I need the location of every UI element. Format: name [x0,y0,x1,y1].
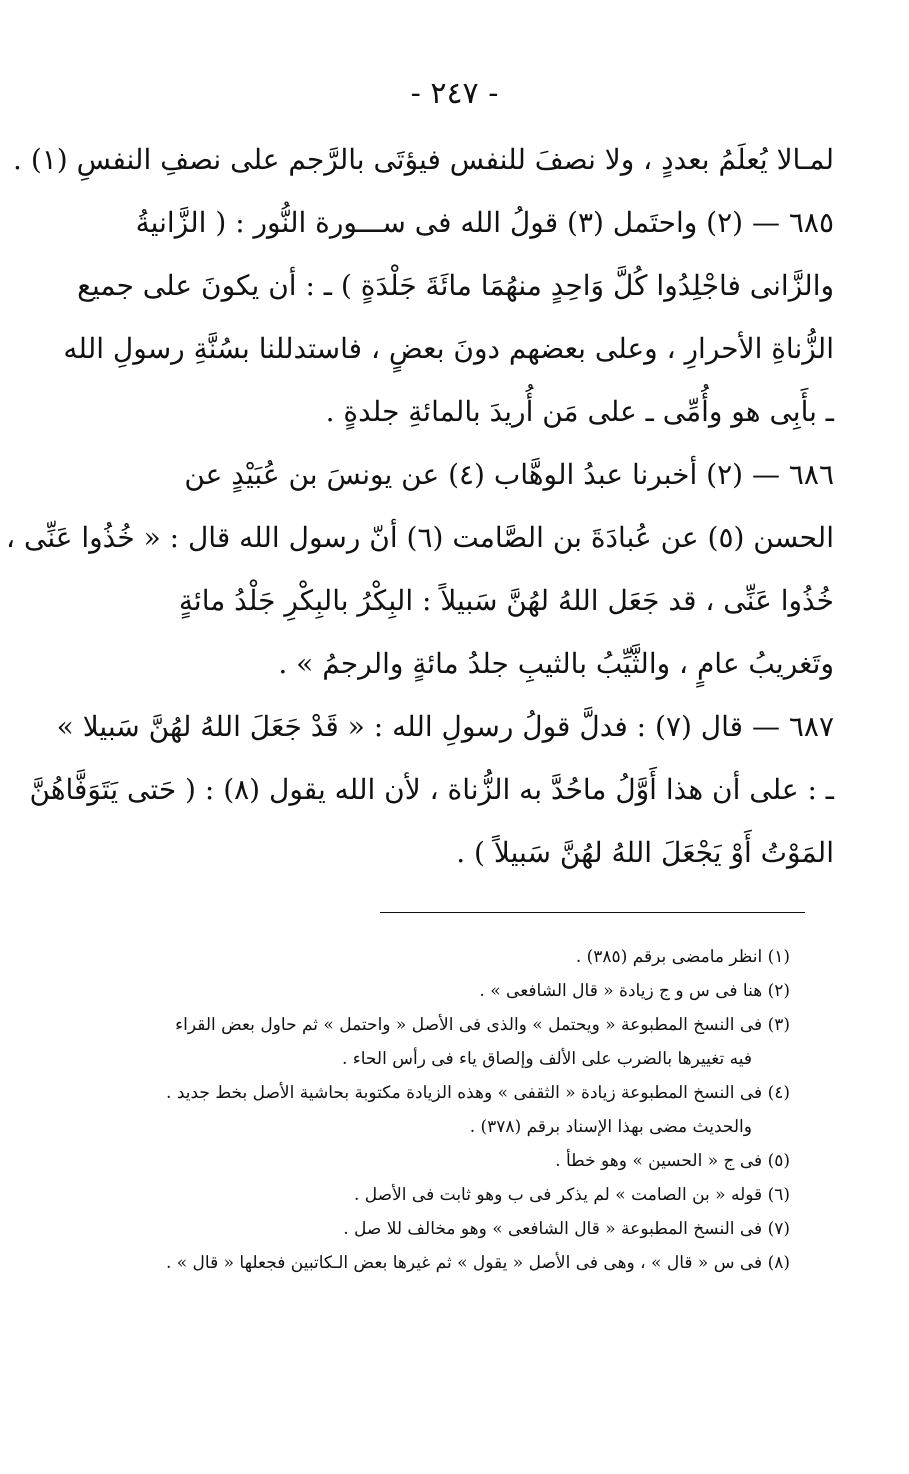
footnote: (٧) فى النسخ المطبوعة « قال الشافعى » وهو مخالف للا صل . [343,1219,790,1239]
text-line: ٦٨٧ — قال (٧) : فدلَّ قولُ رسولِ الله : « قَدْ جَعَلَ اللهُ لهُنَّ سَبيلا » [56,710,834,743]
footnote: (٣) فى النسخ المطبوعة « ويحتمل » والذى فى الأصل « واحتمل » ثم حاول بعض القراء [175,1015,790,1035]
text-line: الزُّناةِ الأحرارِ ، وعلى بعضهم دونَ بعضٍ ، فاستدللنا بسُنَّةِ رسولِ الله [63,332,834,365]
text-line: ٦٨٥ — (٢) واحتَمل (٣) قولُ الله فى ســـورة النُّور : ( الزَّانيةُ [135,206,834,239]
text-line: وتَغريبُ عامٍ ، والثَّيِّبُ بالثيبِ جلدُ مائةٍ والرجمُ » . [278,647,834,680]
text-line: الحسن (٥) عن عُبادَةَ بن الصَّامت (٦) أنّ رسول الله قال : « خُذُوا عَنِّى ، [6,521,834,554]
page-number: - ٢٤٧ - [410,76,499,111]
text-line: والزَّانى فاجْلِدُوا كُلَّ وَاحِدٍ منهُمَا مائَةَ جَلْدَةٍ ) ـ : أن يكونَ على جميع [77,269,834,302]
footnote: (٨) فى س « قال » ، وهى فى الأصل « يقول » ثم غيرها بعض الـكاتبين فجعلها « قال » . [165,1253,790,1273]
text-line: المَوْتُ أَوْ يَجْعَلَ اللهُ لهُنَّ سَبيلاً ) . [456,836,834,869]
footnote-continuation: فيه تغييرها بالضرب على الألف وإلصاق ياء فى رأس الحاء . [341,1049,752,1069]
text-line: ـ : على أن هذا أَوَّلُ ماحُدَّ به الزُّناة ، لأن الله يقول (٨) : ( حَتى يَتَوَفَّاهُنَّ [29,773,834,806]
footnote-divider [380,912,805,913]
footnote: (٥) فى ج « الحسين » وهو خطأ . [555,1151,790,1171]
main-text [6,128,834,884]
footnote-continuation: والحديث مضى بهذا الإسناد برقم (٣٧٨) . [469,1117,752,1137]
footnote: (١) انظر مامضى برقم (٣٨٥) . [575,947,790,967]
footnote: (٤) فى النسخ المطبوعة زيادة « الثقفى » وهذه الزيادة مكتوبة بحاشية الأصل بخط جديد . [166,1083,790,1103]
text-line: ٦٨٦ — (٢) أخبرنا عبدُ الوهَّاب (٤) عن يونسَ بن عُبَيْدٍ عن [184,458,834,491]
text-line: ـ بأَبِى هو وأُمِّى ـ على مَن أُريدَ بالمائةِ جلدةٍ . [325,395,834,428]
text-line: لمـالا يُعلَمُ بعددٍ ، ولا نصفَ للنفس فيؤتَى بالرَّجم على نصفِ النفسِ (١) . [13,143,834,176]
footnote: (٢) هنا فى س و ج زيادة « قال الشافعى » . [479,981,790,1001]
footnote: (٦) قوله « بن الصامت » لم يذكر فى ب وهو ثابت فى الأصل . [353,1185,790,1205]
text-line: خُذُوا عَنِّى ، قد جَعَل اللهُ لهُنَّ سَبيلاً : البِكْرُ بالبِكْرِ جَلْدُ مائةٍ [178,584,834,617]
footnotes [150,940,790,1280]
